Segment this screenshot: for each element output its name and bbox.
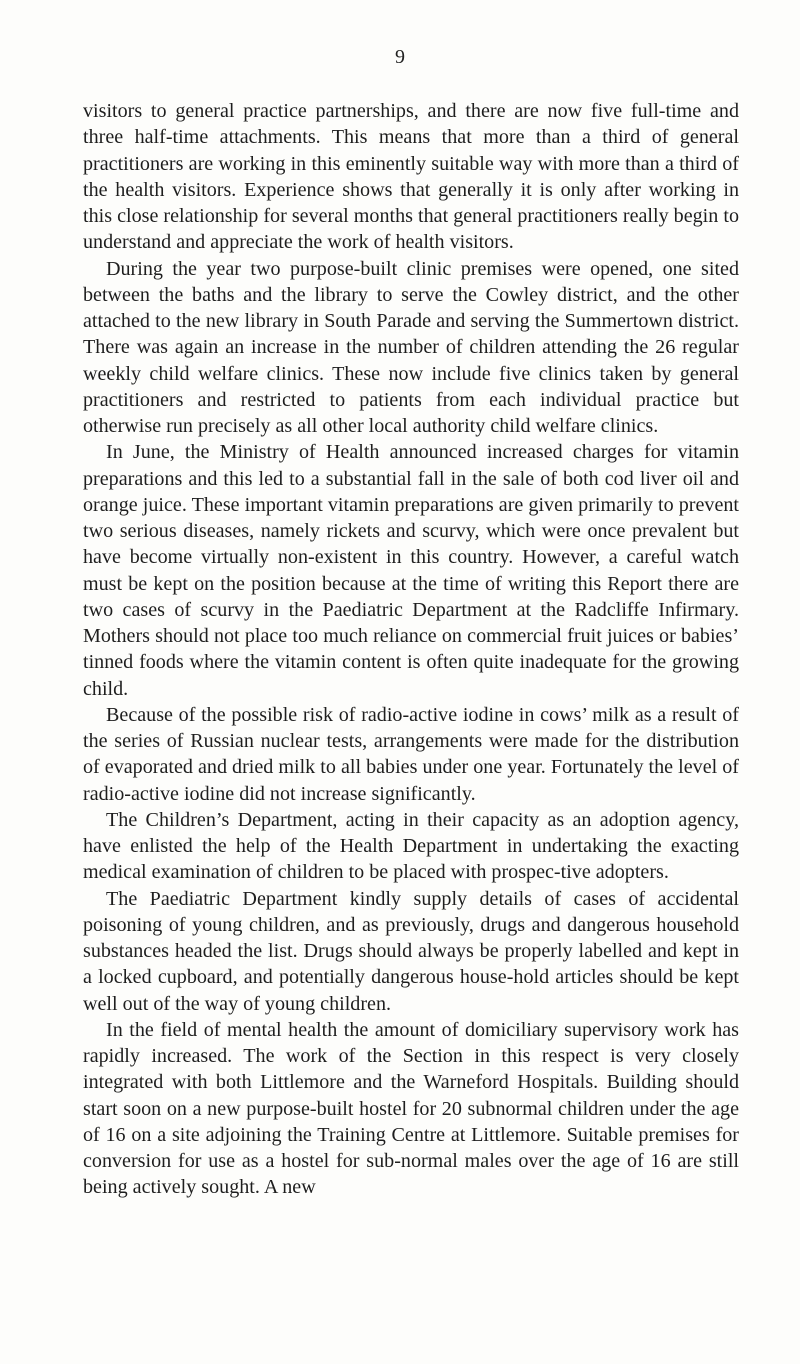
paragraph-clinic-premises: During the year two purpose-built clinic premises were opened, one sited between the baths and the library to serve the Cowley district, and the other attached to the new library in South Parade and serving the Summertown district. There was again an increase in the number of children attending the 26 regular weekly child welfare clinics. These now include five clinics taken by general practitioners and restricted to patients from each individual practice but otherwise run precisely as all other local authority child welfare clinics. [83,257,739,437]
paragraph-radio-active-iodine: Because of the possible risk of radio-active iodine in cows’ milk as a result of the series of Russian nuclear tests, arrangements were made for the distribution of evaporated and dried milk to all babies under one year. Fortunately the level of radio-active iodine did not increase significantly. [83,703,739,805]
page-number: 9 [395,46,405,68]
body-text [83,98,739,1201]
paragraph-adoption-agency: The Children’s Department, acting in their capacity as an adoption agency, have enlisted the help of the Health Department in undertaking the exacting medical examination of children to be placed with prospec-tive adopters. [83,808,739,884]
paragraph-mental-health: In the field of mental health the amount of domiciliary supervisory work has rapidly increased. The work of the Section in this respect is very closely integrated with both Littlemore and the Warneford Hospitals. Building should start soon on a new purpose-built hostel for 20 subnormal children under the age of 16 on a site adjoining the Training Centre at Littlemore. Suitable premises for conversion for use as a hostel for sub-normal males over the age of 16 are still being actively sought. A new [83,1018,739,1199]
paragraph-health-visitor-attachments: visitors to general practice partnerships, and there are now five full-time and three half-time attachments. This means that more than a third of general practitioners are working in this eminently suitable way with more than a third of the health visitors. Experience shows that generally it is only after working in this close relationship for several months that general practitioners really begin to understand and appreciate the work of health visitors. [83,100,739,254]
paragraph-vitamin-preparations: In June, the Ministry of Health announced increased charges for vitamin preparations and this led to a substantial fall in the sale of both cod liver oil and orange juice. These important vitamin preparations are given primarily to prevent two serious diseases, namely rickets and scurvy, which were once prevalent but have become virtually non-existent in this country. However, a careful watch must be kept on the position because at the time of writing this Report there are two cases of scurvy in the Paediatric Department at the Radcliffe Infirmary. Mothers should not place too much reliance on commercial fruit juices or babies’ tinned foods where the vitamin content is often quite inadequate for the growing child. [83,441,739,700]
paragraph-accidental-poisoning: The Paediatric Department kindly supply details of cases of accidental poisoning of young children, and as previously, drugs and dangerous household substances headed the list. Drugs should always be properly labelled and kept in a locked cupboard, and potentially dangerous house-hold articles should be kept well out of the way of young children. [83,887,739,1015]
